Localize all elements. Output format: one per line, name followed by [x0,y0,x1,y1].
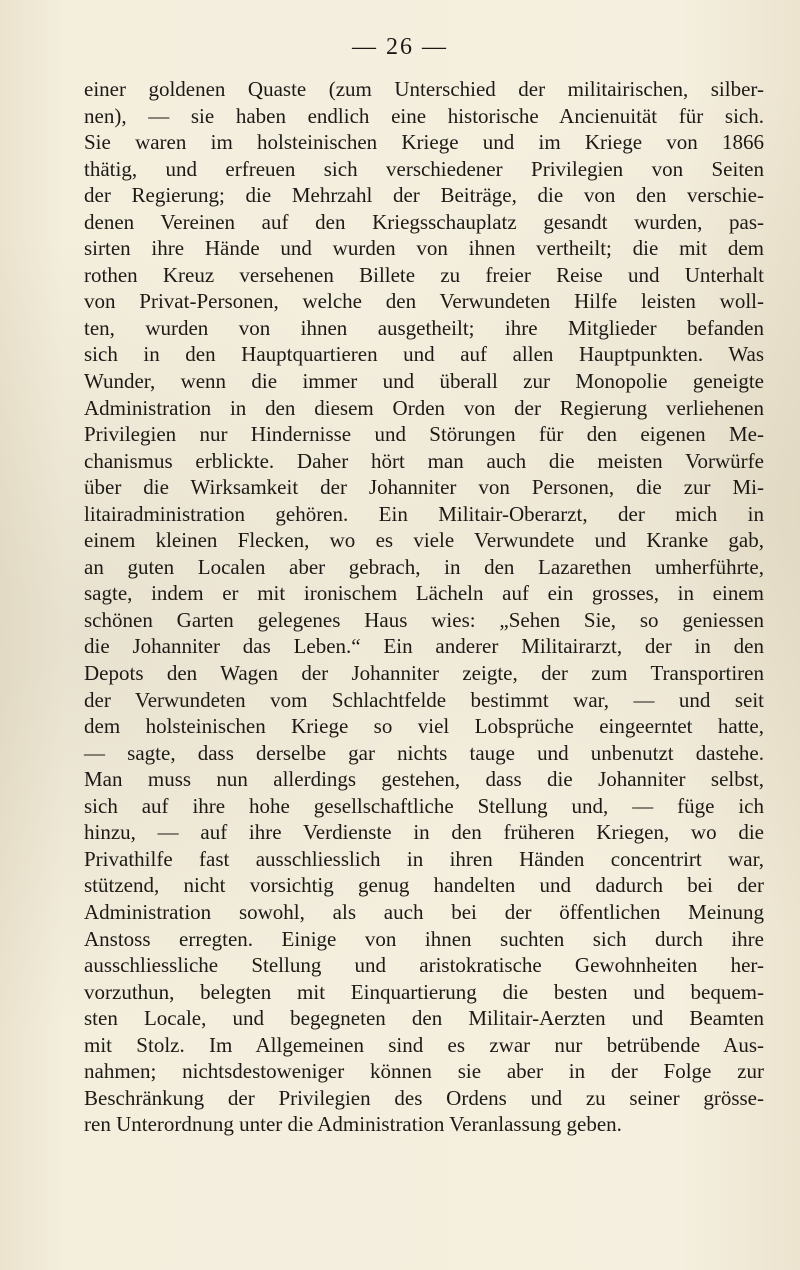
text-line: von Privat-Personen, welche den Verwundeten Hilfe leisten woll- [84,289,764,314]
text-line: der Verwundeten vom Schlachtfelde bestimmt war, — und seit [84,687,764,712]
text-line: Beschränkung der Privilegien des Ordens und zu seiner grösse- [84,1085,764,1110]
text-line: sten Locale, und begegneten den Militair-Aerzten und Beamten [84,1006,764,1031]
text-line: über die Wirksamkeit der Johanniter von Personen, die zur Mi- [84,475,764,500]
text-line: dem holsteinischen Kriege so viel Lobsprüche eingeerntet hatte, [84,714,764,739]
text-line: vorzuthun, belegten mit Einquartierung die besten und bequem- [84,979,764,1004]
text-line: rothen Kreuz versehenen Billete zu freier Reise und Unterhalt [84,262,764,287]
text-line: sirten ihre Hände und wurden von ihnen vertheilt; die mit dem [84,236,764,261]
text-line: hinzu, — auf ihre Verdienste in den früheren Kriegen, wo die [84,820,764,845]
body-text [84,76,764,1138]
text-line: Sie waren im holsteinischen Kriege und im Kriege von 1866 [84,130,764,155]
text-line: der Regierung; die Mehrzahl der Beiträge, die von den verschie- [84,183,764,208]
text-line: sagte, indem er mit ironischem Lächeln auf ein grosses, in einem [84,581,764,606]
text-line: nahmen; nichtsdestoweniger können sie aber in der Folge zur [84,1059,764,1084]
text-line: — sagte, dass derselbe gar nichts tauge und unbenutzt dastehe. [84,740,764,765]
text-line: nen), — sie haben endlich eine historische Ancienuität für sich. [84,103,764,128]
text-line: sich in den Hauptquartieren und auf allen Hauptpunkten. Was [84,342,764,367]
text-line: Wunder, wenn die immer und überall zur Monopolie geneigte [84,369,764,394]
text-line: sich auf ihre hohe gesellschaftliche Stellung und, — füge ich [84,793,764,818]
text-line: denen Vereinen auf den Kriegsschauplatz gesandt wurden, pas- [84,209,764,234]
text-line: ten, wurden von ihnen ausgetheilt; ihre Mitglieder befanden [84,315,764,340]
page-number: — 26 — [352,34,448,60]
text-line: ren Unterordnung unter die Administration Veranlassung geben. [84,1112,622,1137]
text-line: Administration in den diesem Orden von der Regierung verliehenen [84,395,764,420]
text-line: stützend, nicht vorsichtig genug handelten und dadurch bei der [84,873,764,898]
text-line: ausschliessliche Stellung und aristokratische Gewohnheiten her- [84,953,764,978]
text-line: schönen Garten gelegenes Haus wies: „Sehen Sie, so geniessen [84,607,764,632]
text-line: Man muss nun allerdings gestehen, dass die Johanniter selbst, [84,767,764,792]
text-line: Depots den Wagen der Johanniter zeigte, der zum Transportiren [84,661,764,686]
text-line: chanismus erblickte. Daher hört man auch die meisten Vorwürfe [84,448,764,473]
text-line: einer goldenen Quaste (zum Unterschied der militairischen, silber- [84,77,764,101]
text-line: einem kleinen Flecken, wo es viele Verwundete und Kranke gab, [84,528,764,553]
text-line: litairadministration gehören. Ein Militair-Oberarzt, der mich in [84,501,764,526]
text-line: Privathilfe fast ausschliesslich in ihren Händen concentrirt war, [84,846,764,871]
text-line: thätig, und erfreuen sich verschiedener Privilegien von Seiten [84,156,764,181]
text-line: Privilegien nur Hindernisse und Störungen für den eigenen Me- [84,422,764,447]
text-line: Administration sowohl, als auch bei der öffentlichen Meinung [84,899,764,924]
text-line: mit Stolz. Im Allgemeinen sind es zwar nur betrübende Aus- [84,1032,764,1057]
text-line: die Johanniter das Leben.“ Ein anderer Militairarzt, der in den [84,634,764,659]
text-line: an guten Localen aber gebrach, in den Lazarethen umherführte, [84,554,764,579]
text-line: Anstoss erregten. Einige von ihnen suchten sich durch ihre [84,926,764,951]
